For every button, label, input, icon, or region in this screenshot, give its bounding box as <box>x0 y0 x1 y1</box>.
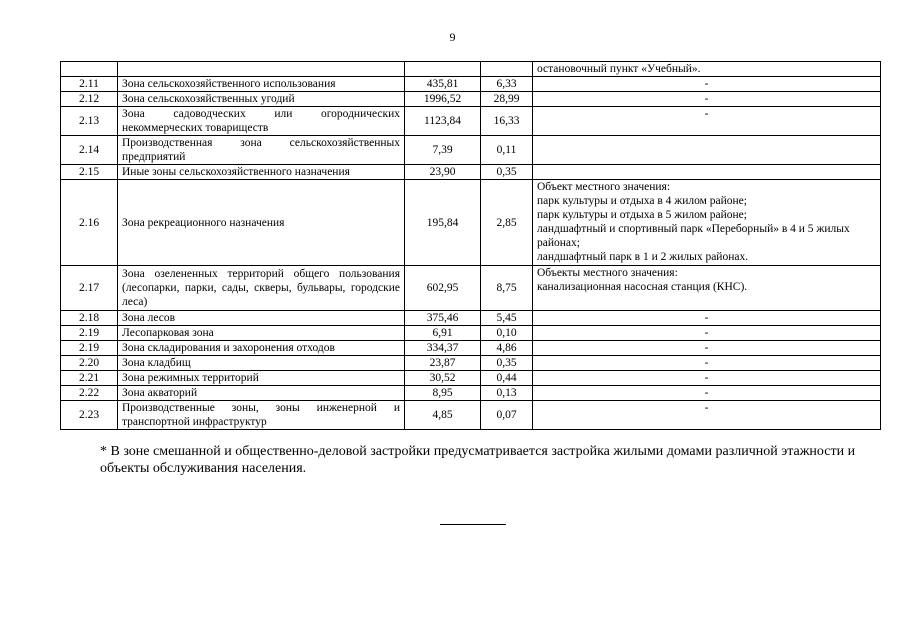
zone-area-cell <box>405 62 481 77</box>
object-line: - <box>704 387 709 399</box>
zone-area-cell: 435,81 <box>405 77 481 92</box>
zone-number-cell: 2.20 <box>61 356 118 371</box>
zone-objects-cell <box>533 356 881 371</box>
zone-percent-cell: 5,45 <box>481 311 533 326</box>
zone-percent-cell: 8,75 <box>481 266 533 311</box>
zone-percent-cell: 0,44 <box>481 371 533 386</box>
zone-number-cell: 2.19 <box>61 341 118 356</box>
zone-area-cell: 375,46 <box>405 311 481 326</box>
zone-number-cell: 2.12 <box>61 92 118 107</box>
object-line: остановочный пункт «Учебный». <box>537 63 701 75</box>
zone-area-cell: 30,52 <box>405 371 481 386</box>
object-line: парк культуры и отдыха в 5 жилом районе; <box>537 209 747 221</box>
zone-number-cell: 2.18 <box>61 311 118 326</box>
zone-name-cell: Лесопарковая зона <box>118 326 405 341</box>
zone-area-cell: 8,95 <box>405 386 481 401</box>
zone-area-cell: 7,39 <box>405 136 481 165</box>
zones-table-body <box>61 62 881 430</box>
zone-area-cell: 1123,84 <box>405 107 481 136</box>
zone-objects-cell <box>533 326 881 341</box>
zone-objects-cell <box>533 386 881 401</box>
zone-percent-cell: 0,10 <box>481 326 533 341</box>
zone-percent-cell: 16,33 <box>481 107 533 136</box>
table-row <box>61 341 881 356</box>
object-line: - <box>704 78 709 90</box>
zone-objects-cell <box>533 77 881 92</box>
zone-area-cell: 23,90 <box>405 165 481 180</box>
zone-objects-cell <box>533 401 881 430</box>
zone-objects-cell <box>533 180 881 266</box>
zone-objects-cell <box>533 62 881 77</box>
table-row <box>61 401 881 430</box>
zone-name-cell: Зона садоводческих или огороднических некоммерческих товариществ <box>118 107 405 136</box>
zone-percent-cell: 0,11 <box>481 136 533 165</box>
object-line: Объекты местного значения: <box>537 267 678 279</box>
object-line: - <box>704 372 709 384</box>
zone-number-cell: 2.14 <box>61 136 118 165</box>
zone-number-cell: 2.13 <box>61 107 118 136</box>
object-line: Объект местного значения: <box>537 181 671 193</box>
table-row <box>61 92 881 107</box>
zone-number-cell: 2.21 <box>61 371 118 386</box>
zones-table <box>60 61 881 430</box>
zone-name-cell: Зона акваторий <box>118 386 405 401</box>
zone-name-cell: Зона сельскохозяйственных угодий <box>118 92 405 107</box>
table-row <box>61 266 881 311</box>
zone-name-cell: Зона складирования и захоронения отходов <box>118 341 405 356</box>
zone-name-cell: Производственные зоны, зоны инженерной и транспортной инфраструктур <box>118 401 405 430</box>
zone-name-cell: Зона рекреационного назначения <box>118 180 405 266</box>
table-row <box>61 180 881 266</box>
zone-objects-cell <box>533 165 881 180</box>
table-row <box>61 326 881 341</box>
zone-area-cell: 6,91 <box>405 326 481 341</box>
zone-percent-cell <box>481 62 533 77</box>
zone-percent-cell: 0,13 <box>481 386 533 401</box>
zone-number-cell: 2.15 <box>61 165 118 180</box>
table-row <box>61 371 881 386</box>
zone-objects-cell <box>533 136 881 165</box>
zone-number-cell: 2.19 <box>61 326 118 341</box>
zone-objects-cell <box>533 107 881 136</box>
object-line: канализационная насосная станция (КНС). <box>537 281 748 293</box>
zone-name-cell: Производственная зона сельскохозяйственных предприятий <box>118 136 405 165</box>
zone-name-cell: Зона кладбищ <box>118 356 405 371</box>
table-row <box>61 311 881 326</box>
table-row <box>61 136 881 165</box>
zone-area-cell: 23,87 <box>405 356 481 371</box>
zone-percent-cell: 0,35 <box>481 165 533 180</box>
zone-area-cell: 1996,52 <box>405 92 481 107</box>
zone-number-cell: 2.16 <box>61 180 118 266</box>
zone-number-cell <box>61 62 118 77</box>
footnote: * В зоне смешанной и общественно-деловой застройки предусматривается застройка жилыми домами различной этажности и объекты обслуживания населения. <box>100 444 856 476</box>
zone-number-cell: 2.23 <box>61 401 118 430</box>
zone-name-cell: Зона сельскохозяйственного использования <box>118 77 405 92</box>
zone-area-cell: 4,85 <box>405 401 481 430</box>
zone-area-cell: 602,95 <box>405 266 481 311</box>
table-row <box>61 77 881 92</box>
zone-percent-cell: 0,07 <box>481 401 533 430</box>
zone-number-cell: 2.17 <box>61 266 118 311</box>
table-row <box>61 62 881 77</box>
zone-objects-cell <box>533 341 881 356</box>
zone-percent-cell: 4,86 <box>481 341 533 356</box>
zone-name-cell <box>118 62 405 77</box>
zone-percent-cell: 6,33 <box>481 77 533 92</box>
zone-percent-cell: 28,99 <box>481 92 533 107</box>
object-line: ландшафтный и спортивный парк «Переборный» в 4 и 5 жилых районах; <box>537 223 850 249</box>
zone-objects-cell <box>533 92 881 107</box>
object-line: парк культуры и отдыха в 4 жилом районе; <box>537 195 747 207</box>
zone-area-cell: 334,37 <box>405 341 481 356</box>
zone-name-cell: Зона лесов <box>118 311 405 326</box>
bottom-rule <box>440 524 506 525</box>
object-line: - <box>704 402 709 414</box>
zone-area-cell: 195,84 <box>405 180 481 266</box>
zone-name-cell: Зона озелененных территорий общего пользования (лесопарки, парки, сады, скверы, бульвары, городские леса) <box>118 266 405 311</box>
zone-name-cell: Иные зоны сельскохозяйственного назначения <box>118 165 405 180</box>
table-row <box>61 386 881 401</box>
object-line: - <box>704 93 709 105</box>
zone-percent-cell: 2,85 <box>481 180 533 266</box>
zone-objects-cell <box>533 266 881 311</box>
page-number: 9 <box>449 30 456 44</box>
zone-objects-cell <box>533 371 881 386</box>
zone-number-cell: 2.22 <box>61 386 118 401</box>
zone-number-cell: 2.11 <box>61 77 118 92</box>
table-row <box>61 356 881 371</box>
object-line: - <box>704 342 709 354</box>
zone-percent-cell: 0,35 <box>481 356 533 371</box>
object-line: - <box>704 357 709 369</box>
table-row <box>61 107 881 136</box>
object-line: - <box>704 327 709 339</box>
zone-name-cell: Зона режимных территорий <box>118 371 405 386</box>
object-line: - <box>704 312 709 324</box>
table-row <box>61 165 881 180</box>
zone-objects-cell <box>533 311 881 326</box>
object-line: - <box>704 108 709 120</box>
object-line: ландшафтный парк в 1 и 2 жилых районах. <box>537 251 749 263</box>
